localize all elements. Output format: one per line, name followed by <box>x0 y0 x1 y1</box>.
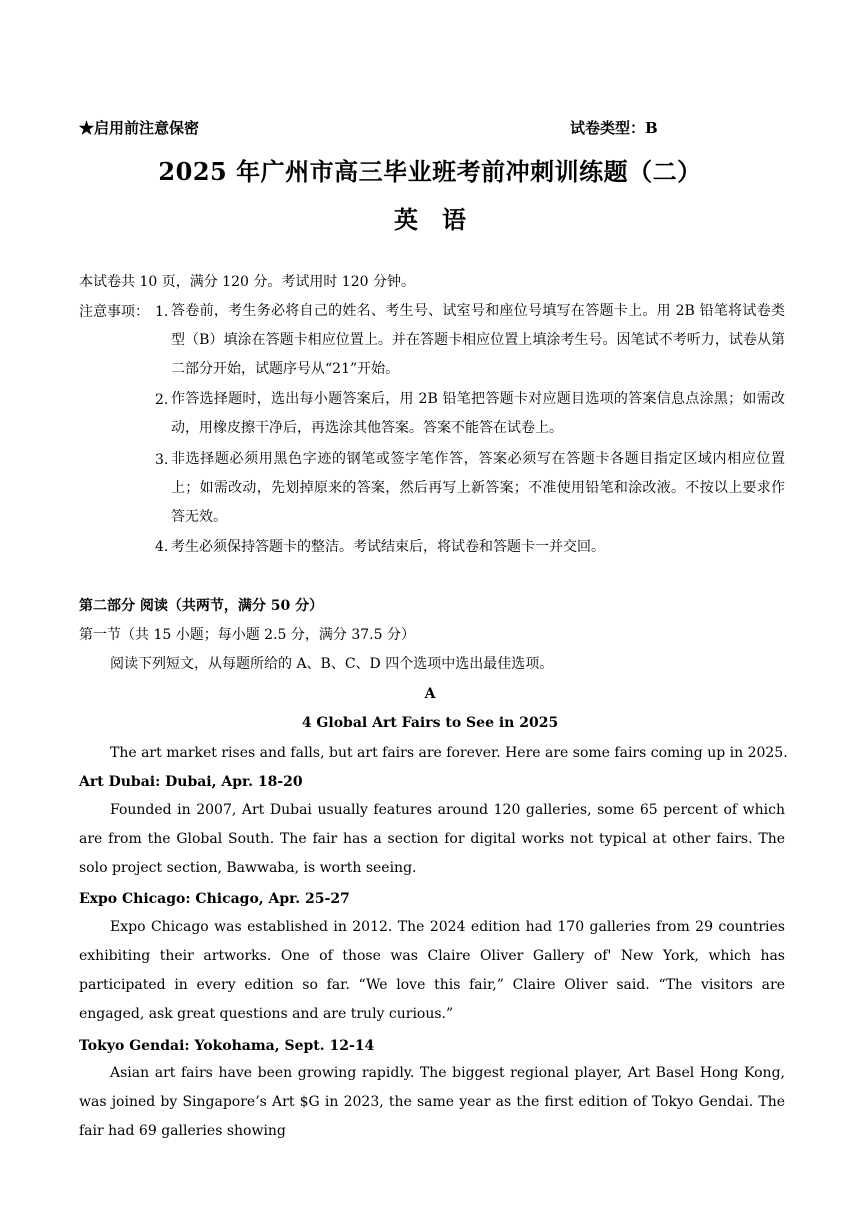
paper-type-label: 试卷类型：B <box>570 119 658 137</box>
fair-heading-art-dubai: Art Dubai: Dubai, Apr. 18-20 <box>79 774 303 790</box>
fair-heading-expo-chicago: Expo Chicago: Chicago, Apr. 25-27 <box>79 891 350 907</box>
header-row <box>79 117 669 139</box>
fair-body-tokyo-gendai: Asian art fairs have been growing rapidly. The biggest regional player, Art Basel Hong Kong, was joined by Singapore’s Art $G in 2023, the same year as the first edition of Tokyo Gendai. The fair had 69 galleries showing <box>79 1065 785 1139</box>
passage-intro: The art market rises and falls, but art fairs are forever. Here are some fairs coming up in 2025. <box>110 745 788 761</box>
notice-item-2: 作答选择题时，选出每小题答案后，用 2B 铅笔把答题卡对应题目选项的答案信息点涂黑；如需改动，用橡皮擦干净后，再选涂其他答案。答案不能答在试卷上。 <box>171 391 785 436</box>
notice-item-4: 考生必须保持答题卡的整洁。考试结束后，将试卷和答题卡一并交回。 <box>171 539 605 555</box>
secrecy-label: ★启用前注意保密 <box>79 119 200 137</box>
subject-title: 英 语 <box>394 205 466 234</box>
part2-heading: 第二部分 阅读（共两节，满分 50 分） <box>79 598 324 614</box>
page-title: 2025 年广州市高三毕业班考前冲刺训练题（二） <box>158 157 702 186</box>
reading-instruction: 阅读下列短文，从每题所给的 A、B、C、D 四个选项中选出最佳选项。 <box>110 656 554 672</box>
notice-item-1-num: 1. <box>155 304 169 320</box>
notice-label: 注意事项： <box>79 304 149 320</box>
notice-item-1: 答卷前，考生务必将自己的姓名、考生号、试室号和座位号填写在答题卡上。用 2B 铅笔将试卷类型（B）填涂在答题卡相应位置上。并在答题卡相应位置上填涂考生号。因笔试不考听力，试卷从第二部分开始，试题序号从“21”开始。 <box>171 303 785 377</box>
notice-item-4-num: 4. <box>155 539 169 555</box>
notice-item-3-num: 3. <box>155 452 169 468</box>
fair-body-expo-chicago: Expo Chicago was established in 2012. The 2024 edition had 170 galleries from 29 countries exhibiting their artworks. One of those was Claire Oliver Gallery of' New York, which has participated in every edition so far. “We love this fair,” Claire Oliver said. “The visitors are engaged, ask great questions and are truly curious.” <box>79 919 785 1022</box>
exam-info: 本试卷共 10 页，满分 120 分。考试用时 120 分钟。 <box>79 274 415 290</box>
notice-item-3: 非选择题必须用黑色字迹的钢笔或签字笔作答，答案必须写在答题卡各题目指定区域内相应位置上；如需改动，先划掉原来的答案，然后再写上新答案；不准使用铅笔和涂改液。不按以上要求作答无效。 <box>171 451 785 525</box>
fair-body-art-dubai: Founded in 2007, Art Dubai usually features around 120 galleries, some 65 percent of which are from the Global South. The fair has a section for digital works not typical at other fairs. The solo project section, Bawwaba, is worth seeing. <box>79 802 785 876</box>
fair-heading-tokyo-gendai: Tokyo Gendai: Yokohama, Sept. 12-14 <box>79 1038 375 1054</box>
passage-letter: A <box>424 686 436 702</box>
notice-item-2-num: 2. <box>155 392 169 408</box>
passage-title: 4 Global Art Fairs to See in 2025 <box>301 715 559 731</box>
section1-heading: 第一节（共 15 小题；每小题 2.5 分，满分 37.5 分） <box>79 627 415 643</box>
